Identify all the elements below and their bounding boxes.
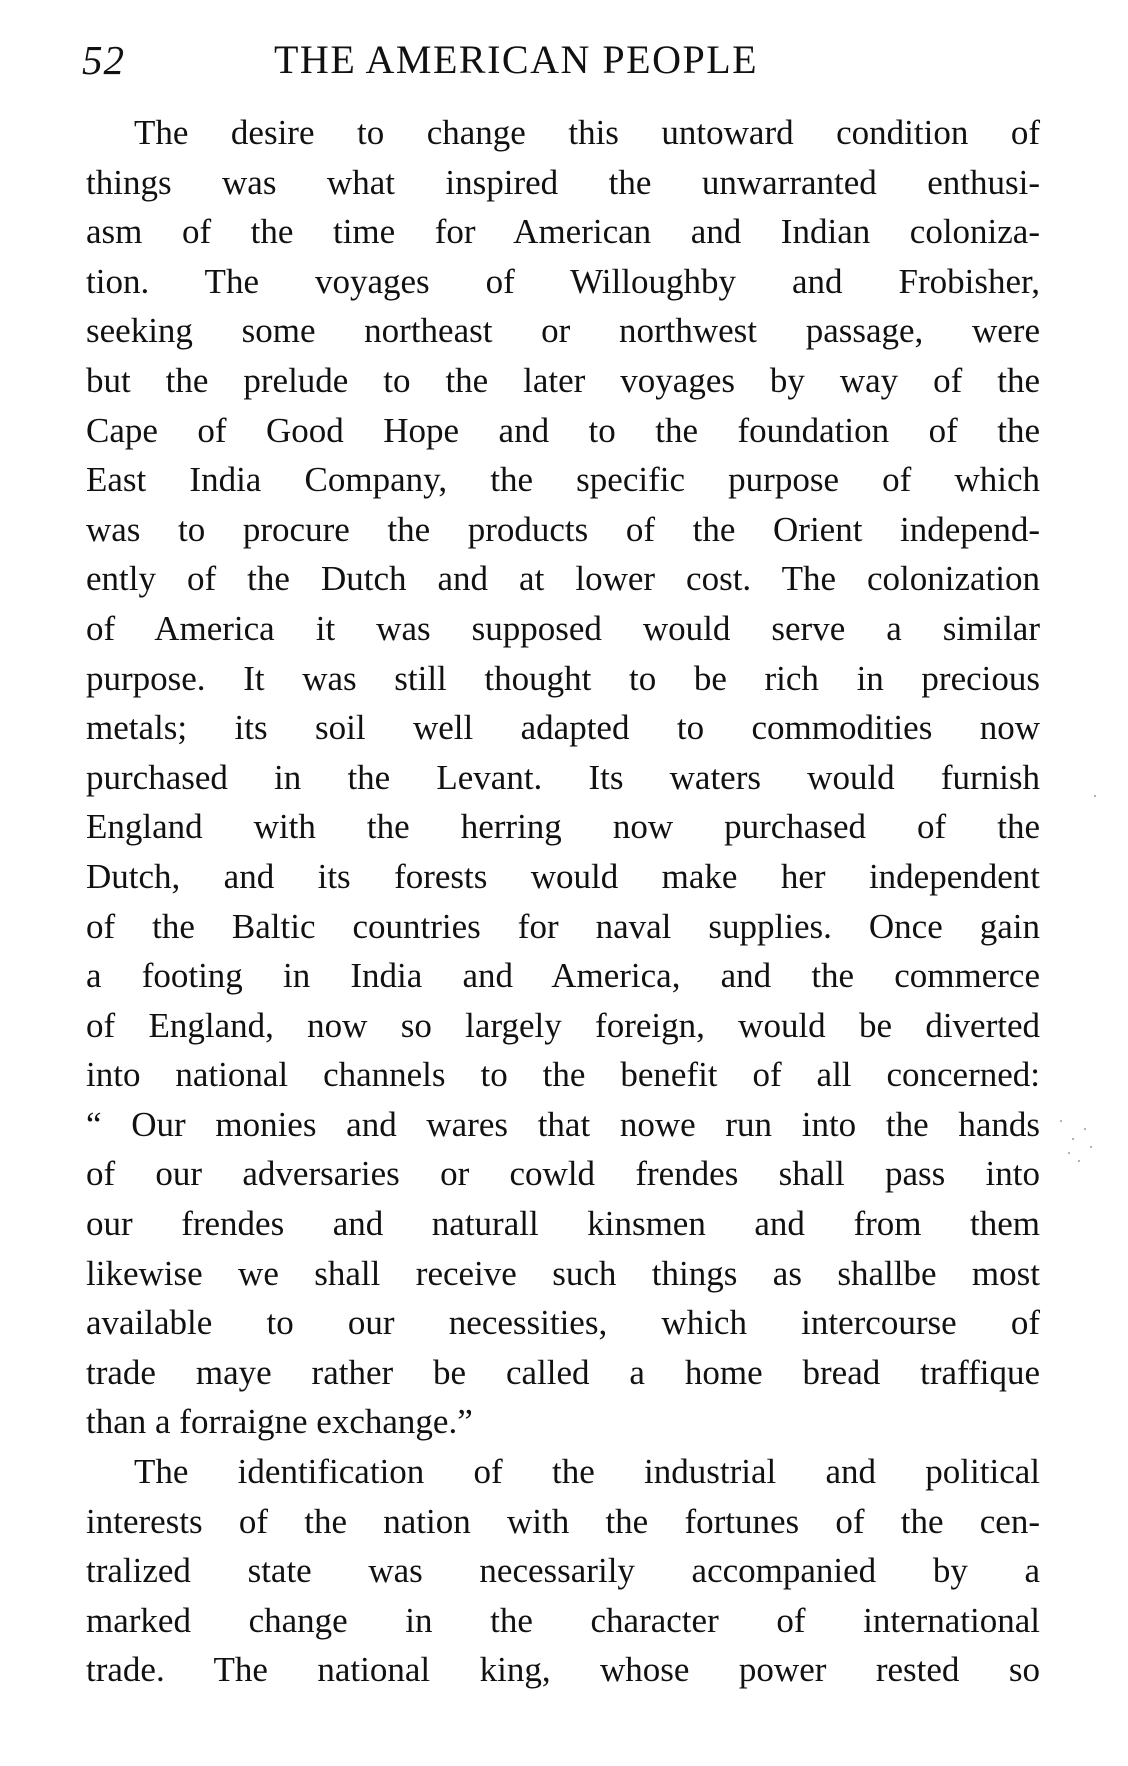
text-line: a footing in India and America, and the commerce xyxy=(86,956,1040,996)
page-header xyxy=(82,30,1042,90)
scan-speck xyxy=(1078,1160,1080,1162)
scan-speck xyxy=(1072,1138,1074,1140)
text-line: metals; its soil well adapted to commodities now xyxy=(86,708,1040,748)
text-line: purpose. It was still thought to be rich in precious xyxy=(86,658,1040,698)
paragraph-2 xyxy=(86,1447,1040,1695)
text-line: England with the herring now purchased of the xyxy=(86,807,1040,847)
text-line: of England, now so largely foreign, would be diverted xyxy=(86,1005,1040,1045)
text-line: was to procure the products of the Orient independ- xyxy=(86,509,1040,549)
body-text xyxy=(86,108,1040,1695)
running-head: THE AMERICAN PEOPLE xyxy=(274,37,759,82)
text-line: ently of the Dutch and at lower cost. The colonization xyxy=(86,559,1040,599)
text-line: marked change in the character of international xyxy=(86,1600,1040,1640)
text-line: trade. The national king, whose power rested so xyxy=(86,1650,1040,1690)
text-line: The identification of the industrial and political xyxy=(134,1452,1040,1492)
text-line: trade maye rather be called a home bread traffique xyxy=(86,1352,1040,1392)
paragraph-1 xyxy=(86,108,1040,1447)
text-line: tralized state was necessarily accompanied by a xyxy=(86,1551,1040,1591)
text-line: of America it was supposed would serve a similar xyxy=(86,608,1040,648)
text-line: tion. The voyages of Willoughby and Frobisher, xyxy=(86,261,1040,301)
scan-speck xyxy=(1060,1120,1062,1122)
text-line: Cape of Good Hope and to the foundation of the xyxy=(86,410,1040,450)
text-line: Dutch, and its forests would make her independent xyxy=(86,856,1040,896)
scan-speck xyxy=(1068,1152,1070,1154)
text-line: East India Company, the specific purpose of which xyxy=(86,460,1040,500)
text-line: “ Our monies and wares that nowe run into the hands xyxy=(86,1104,1040,1144)
text-line: into national channels to the benefit of all concerned: xyxy=(86,1055,1040,1095)
text-line: The desire to change this untoward condition of xyxy=(134,113,1040,152)
text-line: available to our necessities, which intercourse of xyxy=(86,1303,1040,1343)
text-line: but the prelude to the later voyages by way of the xyxy=(86,360,1040,400)
text-line: our frendes and naturall kinsmen and from them xyxy=(86,1204,1040,1244)
text-line: things was what inspired the unwarranted enthusi- xyxy=(86,162,1040,202)
text-line: interests of the nation with the fortunes of the cen- xyxy=(86,1501,1040,1541)
scan-speck xyxy=(1084,1128,1086,1130)
text-line: asm of the time for American and Indian coloniza- xyxy=(86,212,1040,252)
scan-speck xyxy=(1090,1146,1092,1148)
page-number: 52 xyxy=(82,37,125,83)
text-line: seeking some northeast or northwest passage, were xyxy=(86,311,1040,351)
scan-speck xyxy=(1094,795,1096,797)
text-line: of our adversaries or cowld frendes shall pass into xyxy=(86,1154,1040,1194)
text-line: likewise we shall receive such things as shallbe most xyxy=(86,1253,1040,1293)
text-line: of the Baltic countries for naval supplies. Once gain xyxy=(86,906,1040,946)
text-line: purchased in the Levant. Its waters would furnish xyxy=(86,757,1040,797)
text-line: than a forraigne exchange.” xyxy=(86,1402,473,1442)
